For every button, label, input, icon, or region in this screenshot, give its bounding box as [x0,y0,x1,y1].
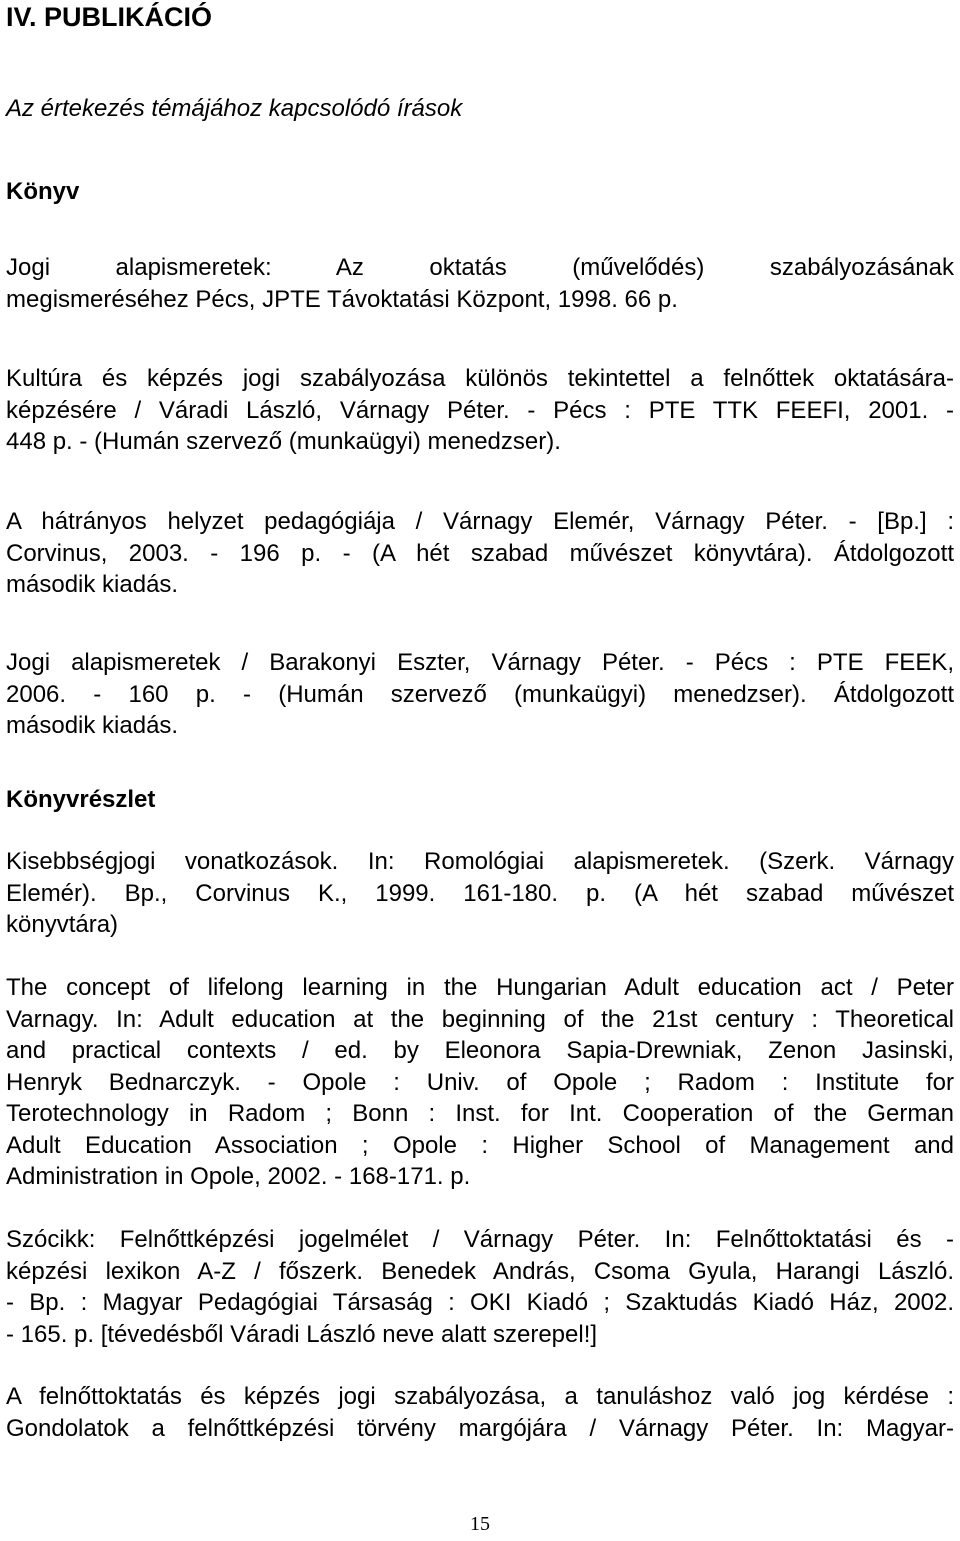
entry-5 [6,846,954,941]
entry-6-line: The concept of lifelong learning in the Hungarian Adult education act / Peter [6,974,954,1001]
entry-7-line: - 165. p. [tévedésből Váradi László neve alatt szerepel!] [6,1320,598,1348]
entry-4-line: második kiadás. [6,712,179,739]
section-title: IV. PUBLIKÁCIÓ [6,2,213,32]
subtitle: Az értekezés témájához kapcsolódó írások [6,95,463,122]
entry-3-line: második kiadás. [6,571,179,598]
entry-2-line: Kultúra és képzés jogi szabályozása különös tekintettel a felnőttek oktatására- [6,365,954,392]
entry-2-line: képzésére / Váradi László, Várnagy Péter. - Pécs : PTE TTK FEEFI, 2001. - [6,396,954,424]
entry-5-line: Elemér). Bp., Corvinus K., 1999. 161-180. p. (A hét szabad művészet [6,879,954,907]
entry-4-line: 2006. - 160 p. - (Humán szervező (munkaügyi) menedzser). Átdolgozott [6,680,954,708]
heading-konyvreszlet: Könyvrészlet [6,786,156,813]
entry-8-line: A felnőttoktatás és képzés jogi szabályozása, a tanuláshoz való jog kérdése : [6,1383,954,1410]
entry-1-line: megismeréséhez Pécs, JPTE Távoktatási Központ, 1998. 66 p. [6,285,678,313]
entry-2 [6,363,954,458]
entry-5-line: könyvtára) [6,911,119,938]
entry-3 [6,506,954,601]
entry-4 [6,647,954,742]
entry-6-line: Terotechnology in Radom ; Bonn : Inst. for Int. Cooperation of the German [6,1100,954,1127]
heading-konyv: Könyv [6,178,80,205]
entry-6 [6,972,954,1193]
page-number: 15 [470,1513,490,1535]
entry-7 [6,1224,954,1350]
entry-6-line: Varnagy. In: Adult education at the beginning of the 21st century : Theoretical [6,1005,954,1033]
entry-6-line: Administration in Opole, 2002. - 168-171. p. [6,1163,471,1190]
entry-7-line: képzési lexikon A-Z / főszerk. Benedek András, Csoma Gyula, Harangi László. [6,1257,954,1285]
entry-6-line: Adult Education Association ; Opole : Higher School of Management and [6,1131,954,1159]
entry-6-line: Henryk Bednarczyk. - Opole : Univ. of Opole ; Radom : Institute for [6,1068,954,1096]
entry-7-line: Szócikk: Felnőttképzési jogelmélet / Várnagy Péter. In: Felnőttoktatási és - [6,1226,954,1253]
entry-3-line: A hátrányos helyzet pedagógiája / Várnagy Elemér, Várnagy Péter. - [Bp.] : [6,508,954,535]
entry-2-line: 448 p. - (Humán szervező (munkaügyi) menedzser). [6,428,561,455]
entry-8-line: Gondolatok a felnőttképzési törvény margójára / Várnagy Péter. In: Magyar- [6,1414,954,1442]
entry-8 [6,1381,954,1444]
entry-7-line: - Bp. : Magyar Pedagógiai Társaság : OKI Kiadó ; Szaktudás Kiadó Ház, 2002. [6,1289,954,1316]
entry-1-line: Jogi alapismeretek: Az oktatás (művelődés) szabályozásának [6,254,954,281]
entry-6-line: and practical contexts / ed. by Eleonora Sapia-Drewniak, Zenon Jasinski, [6,1037,954,1064]
entry-1 [6,252,954,315]
entry-5-line: Kisebbségjogi vonatkozások. In: Romológiai alapismeretek. (Szerk. Várnagy [6,848,954,875]
entry-3-line: Corvinus, 2003. - 196 p. - (A hét szabad művészet könyvtára). Átdolgozott [6,539,954,567]
entry-4-line: Jogi alapismeretek / Barakonyi Eszter, Várnagy Péter. - Pécs : PTE FEEK, [6,649,954,676]
